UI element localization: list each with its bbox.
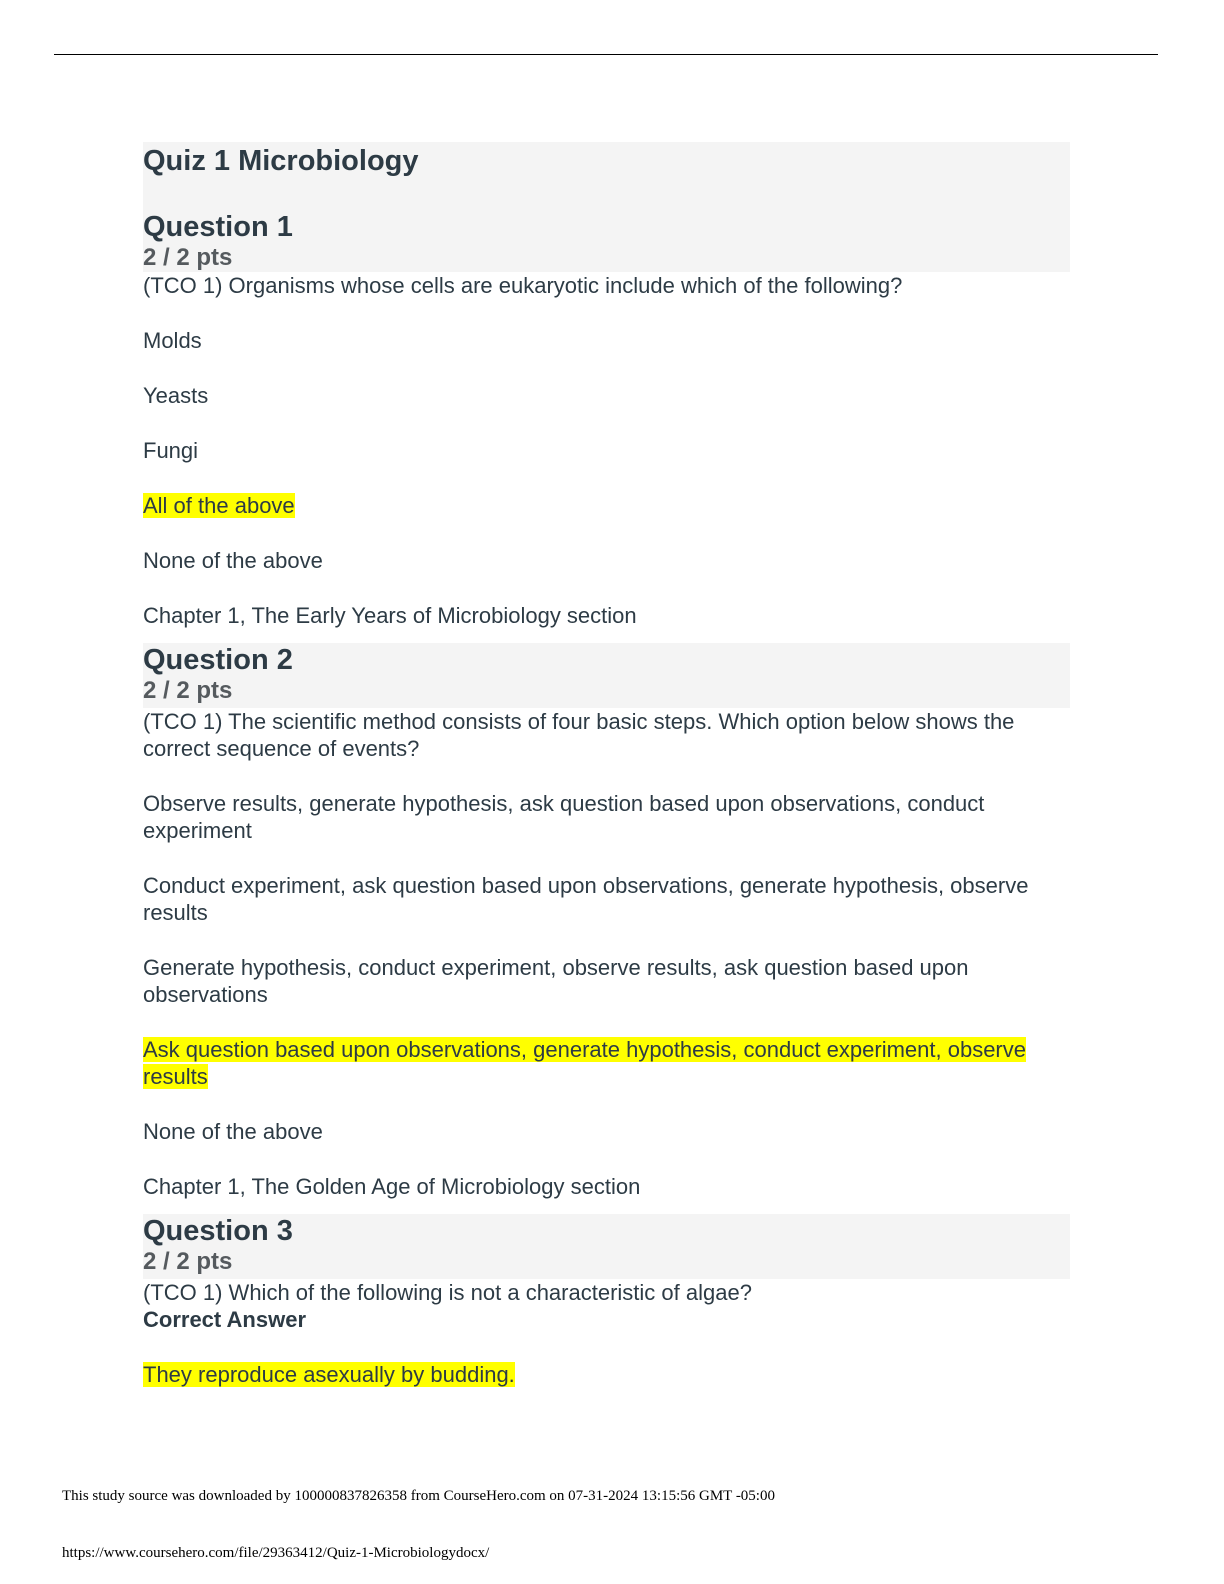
question-2-answer-4 [143,1036,1070,1090]
quiz-title: Quiz 1 Microbiology [143,145,419,177]
question-2-title: Question 2 [143,644,293,676]
download-notice: This study source was downloaded by 100000837826358 from CourseHero.com on 07-31-2024 13:15:56 GMT -05:00 [62,1488,775,1504]
question-1-answer-2: Yeasts [143,383,209,408]
quiz-header [143,142,1070,272]
question-1-body [143,272,1070,629]
question-1-answer-4 [143,492,1070,519]
quiz-content [143,142,1070,1388]
highlighted-answer: They reproduce asexually by budding. [143,1362,515,1387]
question-1-answer-3: Fungi [143,438,199,463]
question-3-header [143,1214,1070,1279]
question-2-answer-5: None of the above [143,1119,323,1144]
source-url[interactable]: https://www.coursehero.com/file/29363412/Quiz-1-Microbiologydocx/ [62,1545,490,1561]
question-2-answer-1: Observe results, generate hypothesis, ask question based upon observations, conduct experiment [143,791,985,843]
question-1-title: Question 1 [143,211,293,243]
question-1-answer-5: None of the above [143,548,323,573]
highlighted-answer: All of the above [143,493,295,518]
question-2-text: (TCO 1) The scientific method consists of four basic steps. Which option below shows the correct sequence of events? [143,709,1015,761]
question-3-answer-1 [143,1361,1070,1388]
question-1-points: 2 / 2 pts [143,244,233,271]
question-1-reference: Chapter 1, The Early Years of Microbiology section [143,603,637,628]
question-3-text: (TCO 1) Which of the following is not a characteristic of algae? [143,1280,752,1305]
question-3-points: 2 / 2 pts [143,1248,233,1275]
question-3-title: Question 3 [143,1215,293,1247]
question-1-answer-1: Molds [143,328,202,353]
question-2-points: 2 / 2 pts [143,677,233,704]
question-3-body [143,1279,1070,1388]
top-rule [54,54,1158,55]
question-2-reference: Chapter 1, The Golden Age of Microbiology section [143,1174,641,1199]
question-2-header [143,643,1070,708]
question-1-text: (TCO 1) Organisms whose cells are eukaryotic include which of the following? [143,273,903,298]
question-2-body [143,708,1070,1200]
highlighted-answer: Ask question based upon observations, generate hypothesis, conduct experiment, observe results [143,1037,1026,1089]
correct-answer-label: Correct Answer [143,1307,307,1332]
question-2-answer-2: Conduct experiment, ask question based upon observations, generate hypothesis, observe results [143,873,1029,925]
question-2-answer-3: Generate hypothesis, conduct experiment, observe results, ask question based upon observations [143,955,969,1007]
